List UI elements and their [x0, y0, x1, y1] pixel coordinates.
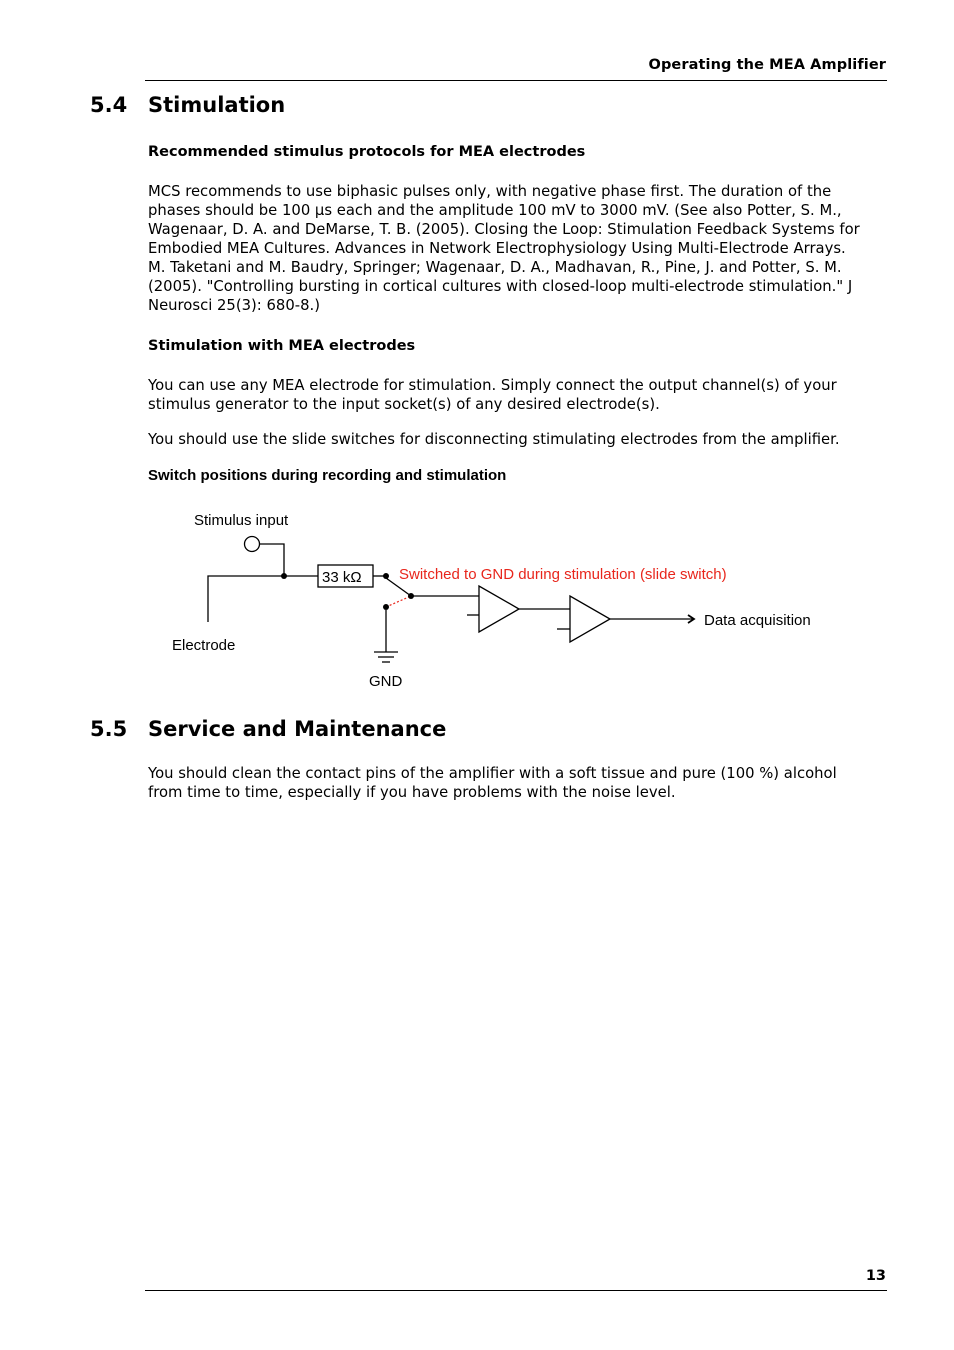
stimulus-input-label: Stimulus input: [194, 512, 289, 529]
stimulus-wire: [260, 544, 284, 576]
switch-note: Switched to GND during stimulation (slide switch): [399, 566, 727, 583]
subheading-recommended-protocols: Recommended stimulus protocols for MEA electrodes: [148, 144, 586, 160]
amplifier-1: [479, 586, 519, 632]
data-acquisition-label: Data acquisition: [704, 612, 811, 629]
electrode-label: Electrode: [172, 637, 236, 654]
section-title: Stimulation: [148, 93, 286, 117]
section-heading-stimulation: [90, 93, 285, 117]
gnd-label: GND: [369, 673, 403, 690]
header-rule: [145, 80, 887, 81]
section-heading-service: [90, 717, 446, 741]
stimulus-input-terminal: [245, 537, 260, 552]
switch-gnd-position: [386, 596, 411, 607]
diagram-title: Switch positions during recording and stimulation: [148, 467, 507, 484]
switch-contact-gnd: [383, 604, 389, 610]
paragraph-protocols: MCS recommends to use biphasic pulses only, with negative phase first. The duration of the phases should be 100 µs each and the amplitude 100 mV to 3000 mV. (See also Potter, S. M., Wagenaar, D. A. and DeMarse, T. B. (2005). Closing the Loop: Stimulation Feedback Systems for Embodied MEA Cultures. Advances in Network Electrophysiology Using Multi-Electrode Arrays. M. Taketani and M. Baudry, Springer; Wagenaar, D. A., Madhavan, R., Pine, J. and Potter, S. M. (2005). "Controlling bursting in cortical cultures with closed-loop multi-electrode stimulation." J Neurosci 25(3): 680-8.): [148, 183, 860, 314]
section-title: Service and Maintenance: [148, 717, 447, 741]
running-header: Operating the MEA Amplifier: [648, 57, 886, 73]
section-number: 5.5: [90, 717, 128, 741]
footer-rule: [145, 1290, 887, 1291]
page-number: 13: [865, 1268, 886, 1284]
paragraph-slide-switches: You should use the slide switches for disconnecting stimulating electrodes from the amplifier.: [148, 431, 840, 448]
section-number: 5.4: [90, 93, 128, 117]
subheading-stimulation-electrodes: Stimulation with MEA electrodes: [148, 338, 416, 354]
paragraph-maintenance: You should clean the contact pins of the amplifier with a soft tissue and pure (100 %) alcohol from time to time, especially if you have problems with the noise level.: [148, 765, 837, 801]
switch-circuit-diagram: [145, 460, 865, 700]
paragraph-stimulation-electrodes: You can use any MEA electrode for stimulation. Simply connect the output channel(s) of your stimulus generator to the input socket(s) of any desired electrode(s).: [148, 377, 837, 413]
resistor-label: 33 kΩ: [322, 569, 362, 586]
electrode-wire: [208, 576, 318, 622]
amplifier-2: [570, 596, 610, 642]
